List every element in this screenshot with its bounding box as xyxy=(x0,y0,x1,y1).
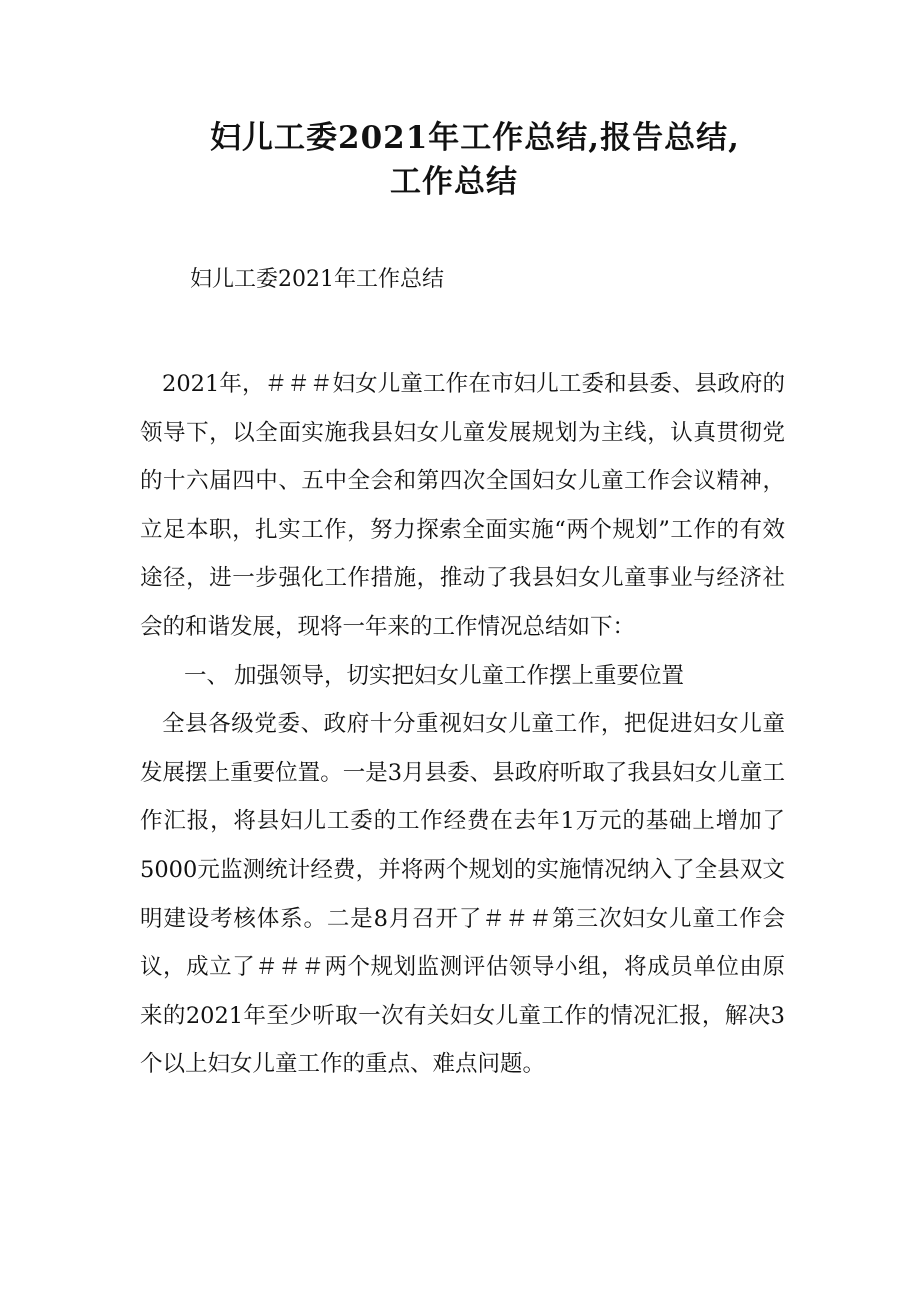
intro-paragraph: 2021年，＃＃＃妇女儿童工作在市妇儿工委和县委、县政府的领导下，以全面实施我县妇女儿童发展规划为主线，认真贯彻党的十六届四中、五中全会和第四次全国妇女儿童工作会议精神，立足本职，扎实工作，努力探索全面实施“两个规划”工作的有效途径，进一步强化工作措施，推动了我县妇女儿童事业与经济社会的和谐发展，现将一年来的工作情况总结如下： xyxy=(140,371,785,640)
section-paragraph: 全县各级党委、政府十分重视妇女儿童工作，把促进妇女儿童发展摆上重要位置。一是3月县委、县政府听取了我县妇女儿童工作汇报，将县妇儿工委的工作经费在去年1万元的基础上增加了5000元监测统计经费，并将两个规划的实施情况纳入了全县双文明建设考核体系。二是8月召开了＃＃＃第三次妇女儿童工作会议，成立了＃＃＃两个规划监测评估领导小组，将成员单位由原来的2021年至少听取一次有关妇女儿童工作的情况汇报，解决3个以上妇女儿童工作的重点、难点问题。 xyxy=(140,711,785,1078)
section-heading xyxy=(140,652,785,701)
document-title xyxy=(210,116,810,204)
title-line-2: 工作总结 xyxy=(390,164,518,200)
title-line-1: 妇儿工委2021年工作总结,报告总结, xyxy=(210,120,740,156)
section-number: 一、 xyxy=(184,662,230,689)
document-subtitle: 妇儿工委2021年工作总结 xyxy=(190,267,444,292)
document-body xyxy=(140,360,785,1089)
section-heading-text: 加强领导，切实把妇女儿童工作摆上重要位置 xyxy=(234,662,685,689)
